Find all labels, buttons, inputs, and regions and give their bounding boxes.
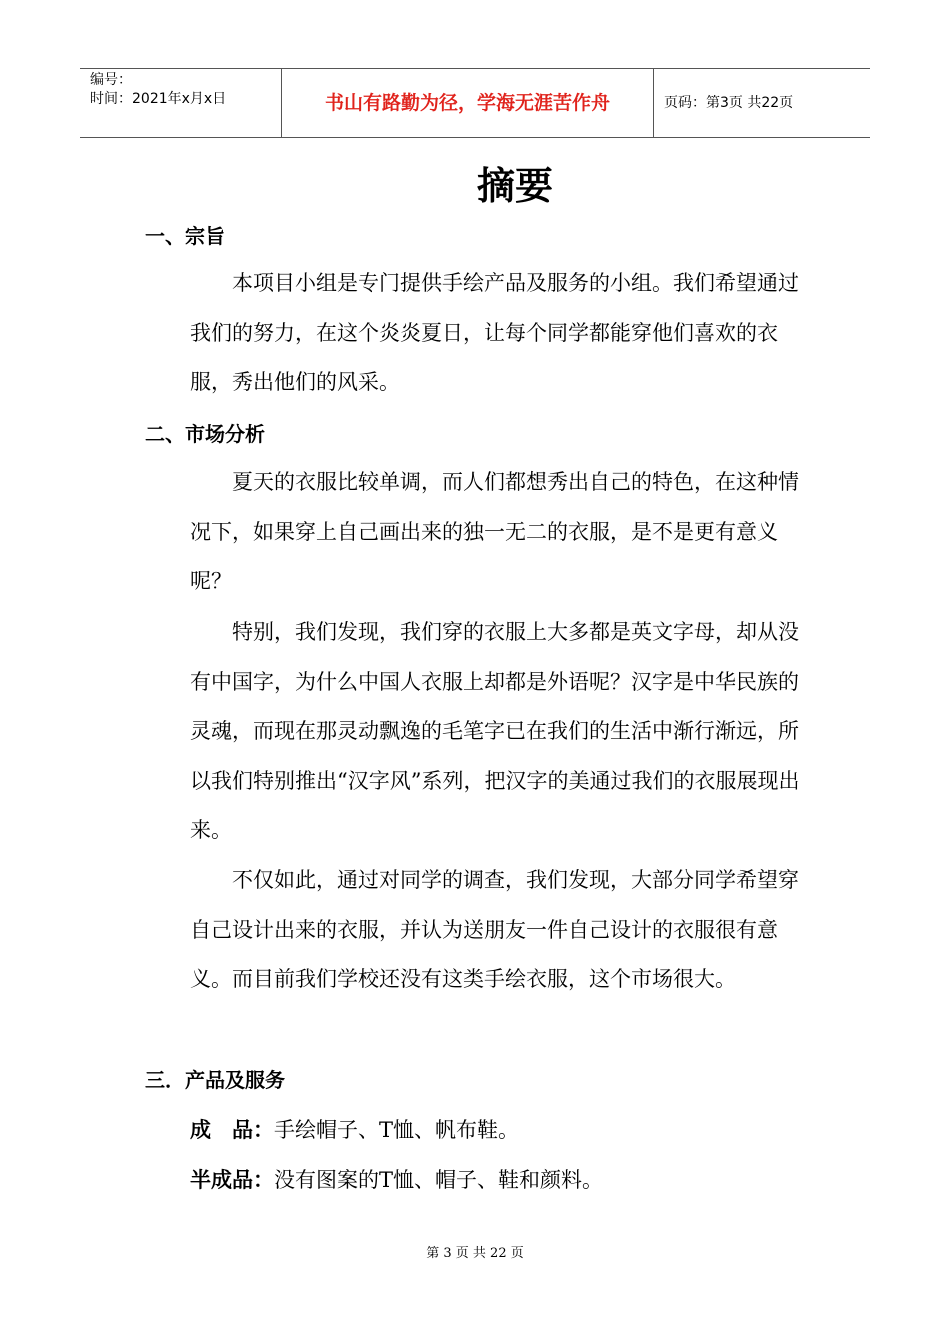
item-text: 手绘帽子、T恤、帆布鞋。: [274, 1118, 520, 1142]
number-label: 编号：: [90, 72, 132, 88]
item-text: 没有图案的T恤、帽子、鞋和颜料。: [274, 1168, 604, 1192]
section-heading-market: 二、市场分析: [145, 422, 265, 446]
item-label: 成 品：: [190, 1118, 274, 1142]
paragraph-market-3: 不仅如此，通过对同学的调查，我们发现，大部分同学希望穿自己设计出来的衣服，并认为送朋友一件自己设计的衣服很有意义。而目前我们学校还没有这类手绘衣服，这个市场很大。: [190, 868, 799, 991]
paragraph-purpose: 本项目小组是专门提供手绘产品及服务的小组。我们希望通过我们的努力，在这个炎炎夏日，让每个同学都能穿他们喜欢的衣服，秀出他们的风采。: [190, 271, 799, 394]
item-label: 半成品：: [190, 1168, 274, 1192]
paragraph-market-1: 夏天的衣服比较单调，而人们都想秀出自己的特色，在这种情况下，如果穿上自己画出来的独一无二的衣服，是不是更有意义呢？: [190, 470, 799, 593]
page-title: 摘要: [476, 164, 553, 208]
header-meta: [80, 69, 282, 137]
header-page-info: 页码：第3页 共22页: [664, 95, 794, 111]
product-item-finished: [190, 1115, 519, 1145]
page-header: [80, 68, 870, 138]
paragraph-market-2: 特别，我们发现，我们穿的衣服上大多都是英文字母，却从没有中国字，为什么中国人衣服上却都是外语呢？汉字是中华民族的灵魂，而现在那灵动飘逸的毛笔字已在我们的生活中渐行渐远，所以我们特别推出“汉字风”系列，把汉字的美通过我们的衣服展现出来。: [190, 620, 800, 842]
header-motto: 书山有路勤为径，学海无涯苦作舟: [282, 69, 654, 137]
section-heading-products: 三．产品及服务: [145, 1068, 285, 1092]
section-heading-purpose: 一、宗旨: [145, 224, 225, 248]
page-footer: 第 3 页 共 22 页: [426, 1246, 524, 1261]
date-label: 时间：2021年x月x日: [90, 91, 227, 107]
product-item-semi-finished: [190, 1165, 603, 1195]
